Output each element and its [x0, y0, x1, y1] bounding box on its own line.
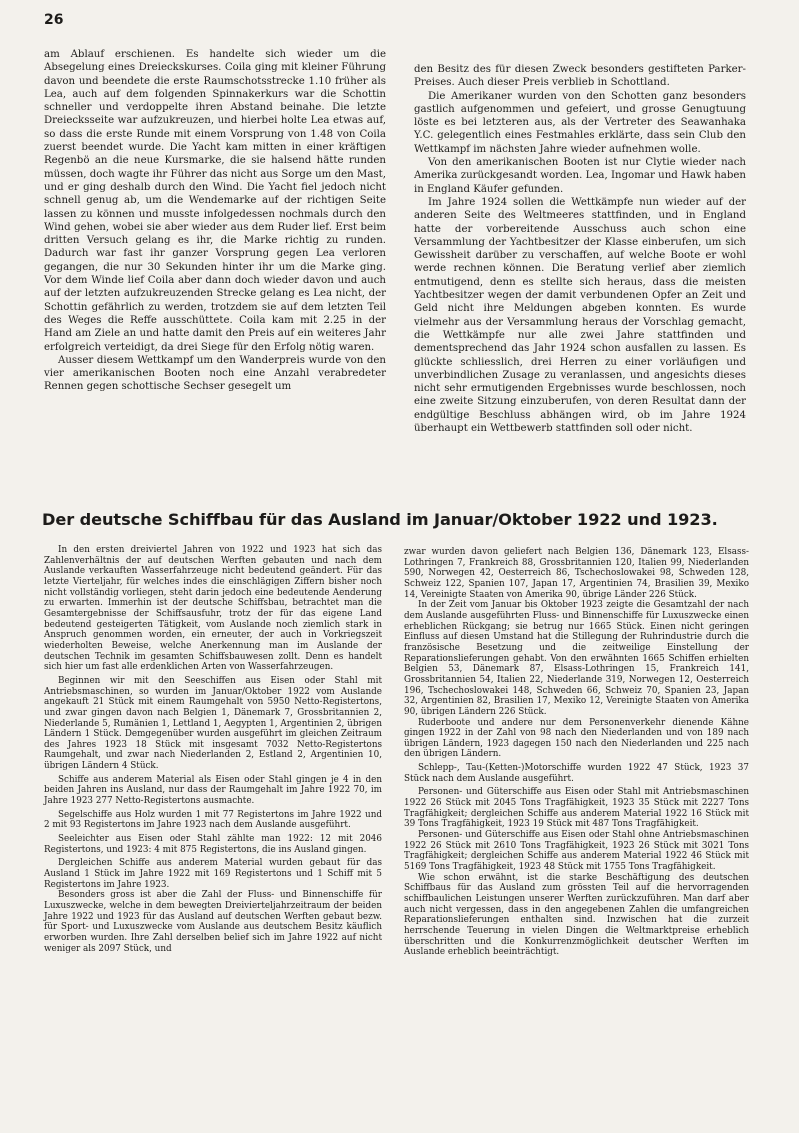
paragraph: Die Amerikaner wurden von den Schotten ganz besonders gastlich aufgenommen und gefeiert, und grosse Genugtuung löste es bei letzteren aus, als der Vertreter des Seawanhaka Y.C. gelegentlich eines Festmahles erklärte, dass sein Club den Wettkampf im nächsten Jahre wieder aufnehmen wolle. — [414, 90, 746, 155]
paragraph: zwar wurden davon geliefert nach Belgien 136, Dänemark 123, Elsass-Lothringen 7, Frankreich 88, Grossbritannien 120, Italien 99, Niederlanden 590, Norwegen 42, Oesterreich 86, Tschechoslowakei 98, Schweden 128, Schweiz 122, Spanien 107, Japan 17, Argentinien 74, Brasilien 39, Mexiko 14, Vereinigte Staaten von Amerika 90, übrige Länder 226 Stück. — [404, 547, 749, 600]
paragraph: Ausser diesem Wettkampf um den Wanderpreis wurde von den vier amerikanischen Booten noch eine Anzahl verabredeter Rennen gegen schottische Sechser gesegelt um — [44, 354, 386, 393]
page-number: 26 — [44, 12, 64, 28]
paragraph: Segelschiffe aus Holz wurden 1 mit 77 Registertons im Jahre 1922 und 2 mit 93 Registertons im Jahre 1923 nach dem Auslande ausgeführt. — [44, 809, 382, 831]
paragraph: Seeleichter aus Eisen oder Stahl zählte man 1922: 12 mit 2046 Registertons, und 1923: 4 mit 875 Registertons, die ins Ausland gingen. — [44, 834, 382, 855]
shipbuilding-article-right-column — [404, 547, 749, 958]
paragraph: Dergleichen Schiffe aus anderem Material wurden gebaut für das Ausland 1 Stück im Jahre 1922 mit 169 Registertons und 1 Schiff mit 5 Registertons im Jahre 1923. — [44, 858, 382, 890]
paragraph: den Besitz des für diesen Zweck besonders gestifteten Parker-Preises. Auch dieser Preis verblieb in Schottland. — [414, 64, 746, 89]
paragraph: Ruderboote und andere nur dem Personenverkehr dienende Kähne gingen 1922 in der Zahl von 98 nach den Niederlanden und von 189 nach übrigen Ländern, 1923 dagegen 150 nach den Niederlanden und 225 nach den übrigen Ländern. — [404, 717, 749, 760]
paragraph: Personen- und Güterschiffe aus Eisen oder Stahl mit Antriebsmaschinen 1922 26 Stück mit 2045 Tons Tragfähigkeit, 1923 35 Stück mit 2227 Tons Tragfähigkeit; dergleichen Schiffe aus anderem Material 1922 16 Stück mit 39 Tons Tragfähigkeit, 1923 19 Stück mit 487 Tons Tragfähigkeit. — [404, 787, 749, 830]
paragraph: In der Zeit vom Januar bis Oktober 1923 zeigte die Gesamtzahl der nach dem Auslande ausgeführten Fluss- und Binnenschiffe für Luxuszwecke einen erheblichen Rückgang; sie betrug nur 1665 Stück. Einen nicht geringen Einfluss auf diesen Umstand hat die Stillegung der Ruhrindustrie durch die französische Besetzung und die zeitweilige Einstellung der Reparationslieferungen gehabt. Von den erwähnten 1665 Schiffen erhielten Belgien 53, Dänemark 87, Elsass-Lothringen 15, Frankreich 141, Grossbritannien 54, Italien 22, Niederlande 319, Norwegen 12, Oesterreich 196, Tschechoslowakei 148, Schweden 66, Schweiz 70, Spanien 23, Japan 32, Argentinien 82, Brasilien 17, Mexiko 12, Vereinigte Staaten von Amerika 90, übrigen Ländern 226 Stück. — [404, 600, 749, 717]
yacht-article-right-column — [414, 63, 746, 435]
paragraph: Von den amerikanischen Booten ist nur Clytie wieder nach Amerika zurückgesandt worden. Lea, Ingomar und Hawk haben in England Käufer gefunden. — [414, 157, 746, 195]
paragraph: Besonders gross ist aber die Zahl der Fluss- und Binnenschiffe für Luxuszwecke, welche in dem bewegten Dreivierteljahrzeitraum der beiden Jahre 1922 und 1923 für das Ausland auf deutschen Werften gebaut bezw. für Sport- und Luxuszwecke vom Auslande aus deutschem Besitz käuflich erworben wurden. Ihre Zahl derselben belief sich im Jahre 1922 auf nicht weniger als 2097 Stück, und — [44, 890, 382, 954]
paragraph: Beginnen wir mit den Seeschiffen aus Eisen oder Stahl mit Antriebsmaschinen, so wurden im Januar/Oktober 1922 vom Auslande angekauft 21 Stück mit einem Raumgehalt von 5950 Netto-Registertons, und zwar gingen davon nach Belgien 1, Dänemark 7, Grossbritannien 2, Niederlande 5, Rumänien 1, Lettland 1, Aegypten 1, Argentinien 2, übrigen Ländern 1 Stück. Demgegenüber wurden ausgeführt im gleichen Zeitraum des Jahres 1923 18 Stück mit insgesamt 7032 Netto-Registertons Raumgehalt, und zwar nach Niederlanden 2, Estland 2, Argentinien 10, übrigen Ländern 4 Stück. — [44, 675, 382, 772]
shipbuilding-article-left-column — [44, 545, 382, 954]
paragraph: In den ersten dreiviertel Jahren von 1922 und 1923 hat sich das Zahlenverhältnis der auf deutschen Werften gebauten und nach dem Auslande verkauften Wasserfahrzeuge nicht bedeutend geändert. Für das letzte Vierteljahr, für welches indes die einschlägigen Ziffern bisher noch nicht vollständig vorliegen, steht darin jedoch eine bedeutende Aenderung zu erwarten. Immerhin ist der deutsche Schiffsbau, betrachtet man die Gesamtergebnisse der Schiffsausfuhr, trotz der für das eigene Land bedeutend gesteigerten Tätigkeit, vom Auslande noch ziemlich stark in Anspruch genommen worden, ein erneuter, der auch in Vorkriegszeit wiederholten Beweise, welche Anerkennung man im Auslande der deutschen Technik im gesamten Schiffsbauwesen zollt. Denn es handelt sich hier um fast alle erdenklichen Arten von Wasserfahrzeugen. — [44, 545, 382, 673]
paragraph: Wie schon erwähnt, ist die starke Beschäftigung des deutschen Schiffbaus für das Ausland zum grössten Teil auf die hervorragenden schiffbaulichen Leistungen unserer Werften zurückzuführen. Man darf aber auch nicht vergessen, dass in den angegebenen Zahlen die umfangreichen Reparationslieferungen enthalten sind. Inzwischen hat die zurzeit herrschende Teuerung in vielen Dingen die Weltmarktpreise erheblich überschritten und die Konkurrenzmöglichkeit deutscher Werften im Auslande erheblich beeinträchtigt. — [404, 872, 749, 958]
paragraph: Schiffe aus anderem Material als Eisen oder Stahl gingen je 4 in den beiden Jahren ins Ausland, nur dass der Raumgehalt im Jahre 1922 70, im Jahre 1923 277 Netto-Registertons ausmachte. — [44, 774, 382, 807]
yacht-article-left-column — [44, 48, 386, 394]
paragraph: Personen- und Güterschiffe aus Eisen oder Stahl ohne Antriebsmaschinen 1922 26 Stück mit 2610 Tons Tragfähigkeit, 1923 26 Stück mit 3021 Tons Tragfähigkeit; dergleichen Schiffe aus anderem Material 1922 46 Stück mit 5169 Tons Tragfähigkeit, 1923 48 Stück mit 1755 Tons Tragfähigkeit. — [404, 830, 749, 873]
paragraph: Schlepp-, Tau-(Ketten-)Motorschiffe wurden 1922 47 Stück, 1923 37 Stück nach dem Auslande ausgeführt. — [404, 763, 749, 784]
paragraph: Im Jahre 1924 sollen die Wettkämpfe nun wieder auf der anderen Seite des Weltmeeres stattfinden, und in England hatte der vorbereitende Ausschuss auch schon eine Versammlung der Yachtbesitzer der Klasse einberufen, um sich Gewissheit darüber zu verschaffen, auf welche Boote er wohl werde rechnen können. Die Beratung verlief aber ziemlich entmutigend, denn es stellte sich heraus, dass die meisten Yachtbesitzer wegen der damit verbundenen Opfer an Zeit und Geld nicht ihre Meldungen abgeben konnten. Es wurde vielmehr aus der Versammlung heraus der Vorschlag gemacht, die Wettkämpfe nur alle zwei Jahre stattfinden und dementsprechend das Jahr 1924 schon ausfallen zu lassen. Es glückte schliesslich, drei Herren zu einer vorläufigen und unverbindlichen Zusage zu veranlassen, und angesichts dieses nicht sehr ermutigenden Ergebnisses wurde beschlossen, noch eine zweite Sitzung einzuberufen, von deren Resultat dann der endgültige Beschluss abhängen wird, ob im Jahre 1924 überhaupt ein Wettbewerb stattfinden soll oder nicht. — [414, 196, 746, 435]
paragraph: am Ablauf erschienen. Es handelte sich wieder um die Absegelung eines Dreieckskurses. Coila ging mit kleiner Führung davon und beendete die erste Raumschotsstrecke 1.10 früher als Lea, auch auf dem folgenden Spinnakerkurs war die Schottin schneller und verdoppelte ihren Abstand beinahe. Die letzte Dreiecksseite war aufzukreuzen, und hierbei holte Lea etwas auf, so dass die erste Runde mit einem Vorsprung von 1.48 von Coila zuerst beendet wurde. Die Yacht kam mitten in einer kräftigen Regenbö an die neue Kursmarke, die sie halsend hätte runden müssen, doch wagte ihr Führer das nicht aus Sorge um den Mast, und er ging deshalb durch den Wind. Die Yacht fiel jedoch nicht schnell genug ab, um die Wendemarke auf der richtigen Seite lassen zu können und musste infolgedessen nochmals durch den Wind gehen, wobei sie aber wieder aus dem Ruder lief. Erst beim dritten Versuch gelang es ihr, die Marke richtig zu runden. Dadurch war fast ihr ganzer Vorsprung gegen Lea verloren gegangen, die nur 30 Sekunden hinter ihr um die Marke ging. Vor dem Winde lief Coila aber dann doch wieder davon und auch auf der letzten aufzukreuzenden Strecke gelang es Lea nicht, der Schottin gefährlich zu werden, trotzdem sie auf dem letzten Teil des Weges die Reffe ausschüttete. Coila kam mit 2.25 in der Hand am Ziele an und hatte damit den Preis auf ein weiteres Jahr erfolgreich verteidigt, da drei Siege für den Erfolg nötig waren. — [44, 49, 386, 353]
article-headline: Der deutsche Schiffbau für das Ausland im Januar/Oktober 1922 und 1923. — [42, 510, 718, 529]
